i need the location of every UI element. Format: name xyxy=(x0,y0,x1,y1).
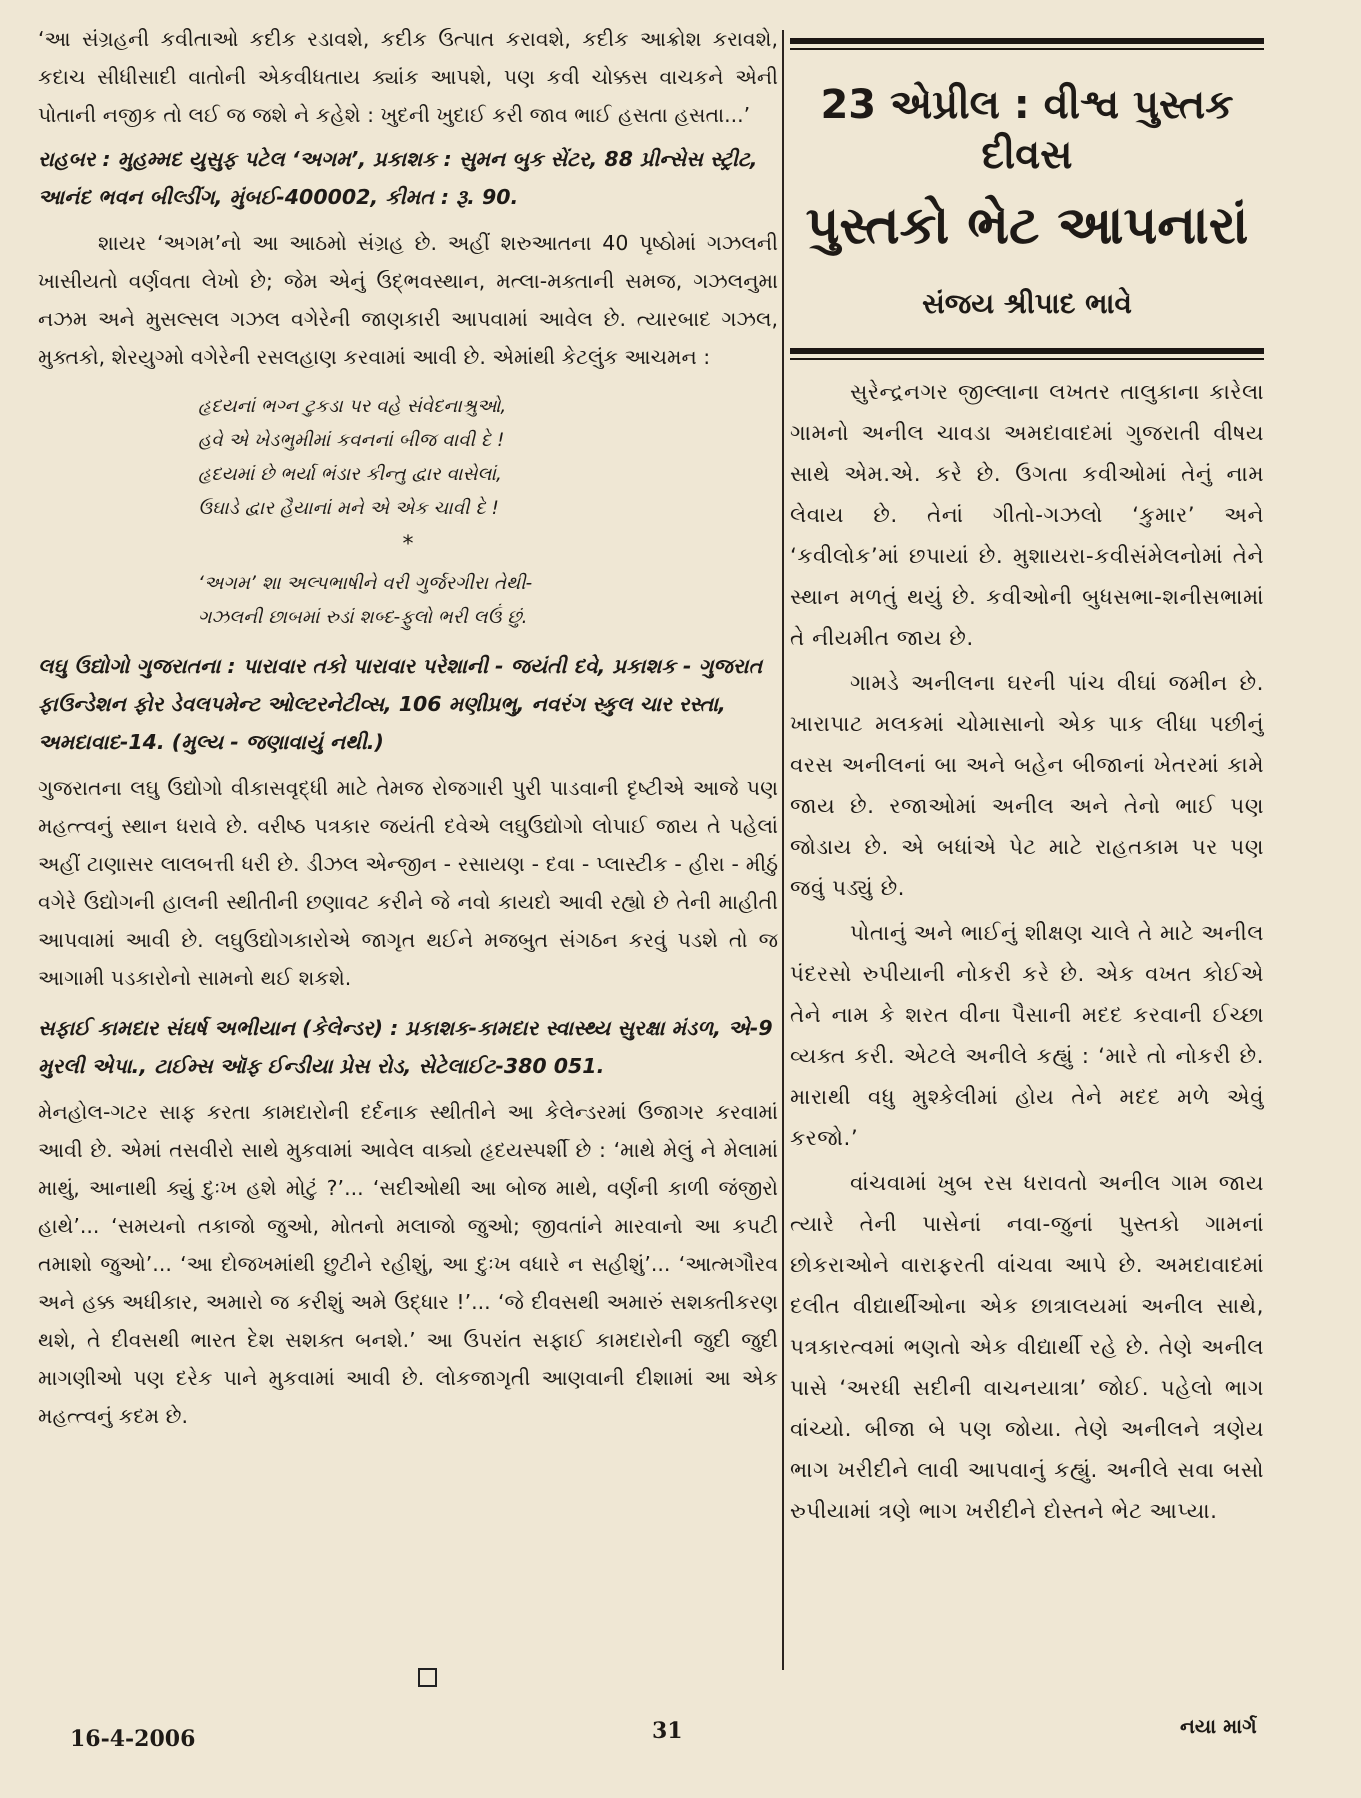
header-rule-top xyxy=(790,38,1264,44)
poem-line: ‘અગમ’ શા અલ્પભાષીને વરી ગુર્જરગીરા તેથી- xyxy=(198,573,533,594)
article-headline: પુસ્તકો ભેટ આપનારાં xyxy=(805,196,1249,256)
article-paragraph: વાંચવામાં ખુબ રસ ધરાવતો અનીલ ગામ જાય ત્યારે તેની પાસેનાં નવા-જુનાં પુસ્તકો ગામનાં છોકરાઓને વારાફરતી વાંચવા આપે છે. અમદાવાદમાં દલીત વીદ્યાર્થીઓના એક છાત્રાલયમાં અનીલ સાથે, પત્રકારત્વમાં ભણતો એક વીદ્યાર્થી રહે છે. તેણે અનીલ પાસે ‘અરધી સદીની વાચનયાત્રા’ જોઈ. પહેલો ભાગ વાંચ્યો. બીજા બે પણ જોયા. તેણે અનીલને ત્રણેય ભાગ ખરીદીને લાવી આપવાનું કહ્યું. અનીલે સવા બસો રુપીયામાં ત્રણે ભાગ ખરીદીને દોસ્તને ભેટ આપ્યા. xyxy=(790,1171,1264,1524)
section-separator: * xyxy=(402,532,414,557)
poem-line: હવે એ ખેડભુમીમાં કવનનાં બીજ વાવી દે ! xyxy=(198,430,505,451)
feature-article-column xyxy=(790,20,1264,1532)
article-author: સંજય શ્રીપાદ ભાવે xyxy=(922,287,1132,320)
article-paragraph: સુરેન્દ્રનગર જીલ્લાના લખતર તાલુકાના કારેલા ગામનો અનીલ ચાવડા અમદાવાદમાં ગુજરાતી વીષય સાથે એમ.એ. કરે છે. ઉગતા કવીઓમાં તેનું નામ લેવાય છે. તેનાં ગીતો-ગઝલો ‘કુમાર’ અને ‘કવીલોક’માં છપાયાં છે. મુશાયરા-કવીસંમેલનોમાં તેને સ્થાન મળતું થયું છે. કવીઓની બુધસભા-શનીસભામાં તે નીયમીત જાય છે. xyxy=(790,380,1264,651)
magazine-name: નયા માર્ગ xyxy=(1180,1714,1257,1738)
book2-review: ગુજરાતના લઘુ ઉદ્યોગો વીકાસવૃદ્ધી માટે તેમજ રોજગારી પુરી પાડવાની દૃષ્ટીએ આજે પણ મહત્ત્વનું સ્થાન ધરાવે છે. વરીષ્ઠ પત્રકાર જયંતી દવેએ લઘુઉદ્યોગો લોપાઈ જાય તે પહેલાં અહીં ટાણાસર લાલબત્તી ધરી છે. ડીઝલ એન્જીન - રસાયણ - દવા - પ્લાસ્ટીક - હીરા - મીઠું વગેરે ઉદ્યોગની હાલની સ્થીતીની છણાવટ કરીને જે નવો કાયદો આવી રહ્યો છે તેની માહીતી આપવામાં આવી છે. લઘુઉદ્યોગકારોએ જાગૃત થઈને મજબુત સંગઠન કરવું પડશે તો જ આગામી પડકારોનો સામનો થઈ શકશે. xyxy=(38,776,778,990)
book3-bibliography: સફાઈ કામદાર સંઘર્ષ અભીયાન (કેલેન્ડર) : પ્રકાશક-કામદાર સ્વાસ્થ્ય સુરક્ષા મંડળ, એ-9 મુરલી એપા., ટાઈમ્સ ઑફ ઈન્ડીયા પ્રેસ રોડ, સેટેલાઈટ-380 051. xyxy=(38,1016,773,1078)
article-paragraph: પોતાનું અને ભાઈનું શીક્ષણ ચાલે તે માટે અનીલ પંદરસો રુપીયાની નોકરી કરે છે. એક વખત કોઈએ તેને નામ કે શરત વીના પૈસાની મદદ કરવાની ઈચ્છા વ્યક્ત કરી. એટલે અનીલે કહ્યું : ‘મારે તો નોકરી છે. મારાથી વધુ મુશ્કેલીમાં હોય તેને મદદ મળે એવું કરજો.’ xyxy=(790,921,1264,1151)
book1-review: શાયર ‘અગમ’નો આ આઠમો સંગ્રહ છે. અહીં શરુઆતના 40 પૃષ્ઠોમાં ગઝલની ખાસીયતો વર્ણવતા લેખો છે; જેમ એનું ઉદ્ભવસ્થાન, મત્લા-મક્તાની સમજ, ગઝલનુમા નઝમ અને મુસલ્સલ ગઝલ વગેરેની જાણકારી આપવામાં આવેલ છે. ત્યારબાદ ગઝલ, મુક્તકો, શેરયુગ્મો વગેરેની રસલહાણ કરવામાં આવી છે. એમાંથી કેટલુંક આચમન : xyxy=(38,231,778,369)
header-rule-bottom xyxy=(790,348,1264,354)
page-number: 31 xyxy=(652,1718,683,1744)
article-kicker: 23 એપ્રીલ : વીશ્વ પુસ્તક દીવસ xyxy=(820,82,1234,178)
poem-line: ઉઘાડે દ્વાર હૈયાનાં મને એ એક ચાવી દે ! xyxy=(198,498,499,519)
article-paragraph: ગામડે અનીલના ઘરની પાંચ વીઘાં જમીન છે. ખારાપાટ મલકમાં ચોમાસાનો એક પાક લીધા પછીનું વરસ અનીલનાં બા અને બહેન બીજાનાં ખેતરમાં કામે જાય છે. રજાઓમાં અનીલ અને તેનો ભાઈ પણ જોડાય છે. એ બધાંએ પેટ માટે રાહતકામ પર પણ જવું પડ્યું છે. xyxy=(790,671,1264,901)
poem-excerpt-2 xyxy=(198,567,778,635)
review-intro-quote: ‘આ સંગ્રહની કવીતાઓ કદીક રડાવશે, કદીક ઉત્પાત કરાવશે, કદીક આક્રોશ કરાવશે, કદાચ સીધીસાદી વાતોની એકવીધતાય ક્યાંક આપશે, પણ કવી ચોક્કસ વાચકને એની પોતાની નજીક તો લઈ જ જશે ને કહેશે : ખુદની ખુદાઈ કરી જાવ ભાઈ હસતા હસતા...’ xyxy=(38,27,778,127)
book-reviews-column xyxy=(38,20,778,1435)
book3-review: મેનહોલ-ગટર સાફ કરતા કામદારોની દર્દનાક સ્થીતીને આ કેલેન્ડરમાં ઉજાગર કરવામાં આવી છે. એમાં તસવીરો સાથે મુકવામાં આવેલ વાક્યો હૃદયસ્પર્શી છે : ‘માથે મેલું ને મેલામાં માથું, આનાથી ક્યું દુઃખ હશે મોટું ?’... ‘સદીઓથી આ બોજ માથે, વર્ણની કાળી જંજીરો હાથે’... ‘સમયનો તકાજો જુઓ, મોતનો મલાજો જુઓ; જીવતાંને મારવાનો આ કપટી તમાશો જુઓ’... ‘આ દોજખમાંથી છુટીને રહીશું, આ દુઃખ વધારે ન સહીશું’... ‘આત્મગૌરવ અને હક્ક અધીકાર, અમારો જ કરીશું અમે ઉદ્ધાર !’... ‘જે દીવસથી અમારું સશક્તીકરણ થશે, તે દીવસથી ભારત દેશ સશક્ત બનશે.’ આ ઉપરાંત સફાઈ કામદારોની જુદી જુદી માગણીઓ પણ દરેક પાને મુકવામાં આવી છે. લોકજાગૃતી આણવાની દીશામાં આ એક મહત્ત્વનું કદમ છે. xyxy=(38,1100,778,1428)
book2-bibliography: લઘુ ઉદ્યોગો ગુજરાતના : પારાવાર તકો પારાવાર પરેશાની - જયંતી દવે, પ્રકાશક - ગુજરાત ફાઉન્ડેશન ફોર ડેવલપમેન્ટ ઓલ્ટરનેટીવ્સ, 106 મણીપ્રભુ, નવરંગ સ્કુલ ચાર રસ્તા, અમદાવાદ-14. (મુલ્ય - જણાવાયું નથી.) xyxy=(38,654,763,754)
issue-date: 16-4-2006 xyxy=(70,1726,196,1752)
header-rule-top-thin xyxy=(790,48,1264,50)
poem-line: હૃદયનાં ભગ્ન ટુકડા પર વહે સંવેદનાશ્રુઓ, xyxy=(198,396,507,417)
article-end-mark xyxy=(418,1668,437,1687)
book1-bibliography: રાહબર : મુહમ્મદ યુસુફ પટેલ ‘અગમ’, પ્રકાશક : સુમન બુક સેંટર, 88 પ્રીન્સેસ સ્ટ્રીટ, આનંદ ભવન બીલ્ડીંગ, મુંબઈ-400002, કીમત : રૂ. 90. xyxy=(38,147,758,209)
poem-line: હૃદયમાં છે ભર્યા ભંડાર કીન્તુ દ્વાર વાસેલાં, xyxy=(198,464,502,485)
header-rule-bottom-thin xyxy=(790,358,1264,360)
poem-line: ગઝલની છાબમાં રુડાં શબ્દ-ફુલો ભરી લઉં છું. xyxy=(198,607,528,628)
poem-excerpt-1 xyxy=(198,390,778,526)
column-divider xyxy=(782,30,784,1670)
